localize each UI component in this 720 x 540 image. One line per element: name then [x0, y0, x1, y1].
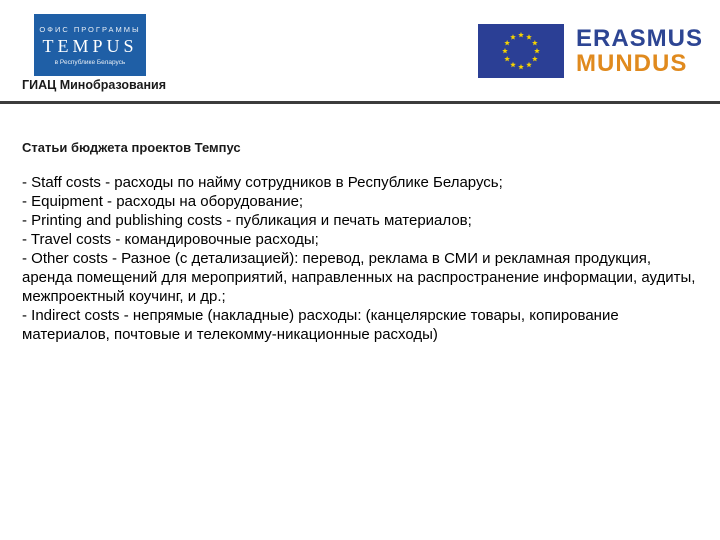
tempus-logo-line3: в Республике Беларусь — [54, 58, 126, 66]
header-divider — [0, 101, 720, 104]
eu-star-icon — [510, 34, 516, 39]
budget-item-other: - Other costs - Разное (с детализацией): перевод, реклама в СМИ и рекламная продукция, аренда помещений для мероприятий, направленных на распространение информации, аудиты, межпроектный коучинг, и др.; — [22, 250, 696, 305]
erasmus-logo-line1: ERASMUS — [576, 25, 704, 52]
slide-title: Статьи бюджета проектов Темпус — [22, 140, 241, 155]
slide-header — [0, 0, 720, 104]
eu-star-icon — [504, 56, 510, 61]
budget-item-staff: - Staff costs - расходы по найму сотрудников в Республике Беларусь; — [22, 174, 503, 191]
eu-star-icon — [518, 64, 524, 69]
tempus-logo-line2: TEMPUS — [42, 35, 138, 56]
eu-star-icon — [510, 62, 516, 67]
budget-item-printing: - Printing and publishing costs - публикация и печать материалов; — [22, 212, 472, 229]
eu-flag-icon — [478, 24, 564, 78]
erasmus-mundus-logo — [576, 26, 703, 76]
tempus-logo-line1: ОФИС ПРОГРАММЫ — [39, 24, 141, 34]
tempus-logo — [34, 14, 146, 76]
eu-star-icon — [502, 48, 508, 53]
eu-stars-circle — [478, 24, 564, 78]
eu-star-icon — [532, 40, 538, 45]
slide-content — [22, 140, 698, 344]
eu-star-icon — [526, 62, 532, 67]
eu-star-icon — [534, 48, 540, 53]
org-label: ГИАЦ Минобразования — [22, 78, 166, 92]
eu-star-icon — [526, 34, 532, 39]
budget-item-travel: - Travel costs - командировочные расходы; — [22, 231, 319, 248]
budget-item-indirect: - Indirect costs - непрямые (накладные) расходы: (канцелярские товары, копирование материалов, почтовые и телекомму-никационные расходы) — [22, 307, 619, 343]
budget-item-equipment: - Equipment - расходы на оборудование; — [22, 193, 304, 210]
eu-star-icon — [518, 32, 524, 37]
eu-star-icon — [532, 56, 538, 61]
erasmus-logo-line2: MUNDUS — [576, 50, 688, 77]
eu-star-icon — [504, 40, 510, 45]
